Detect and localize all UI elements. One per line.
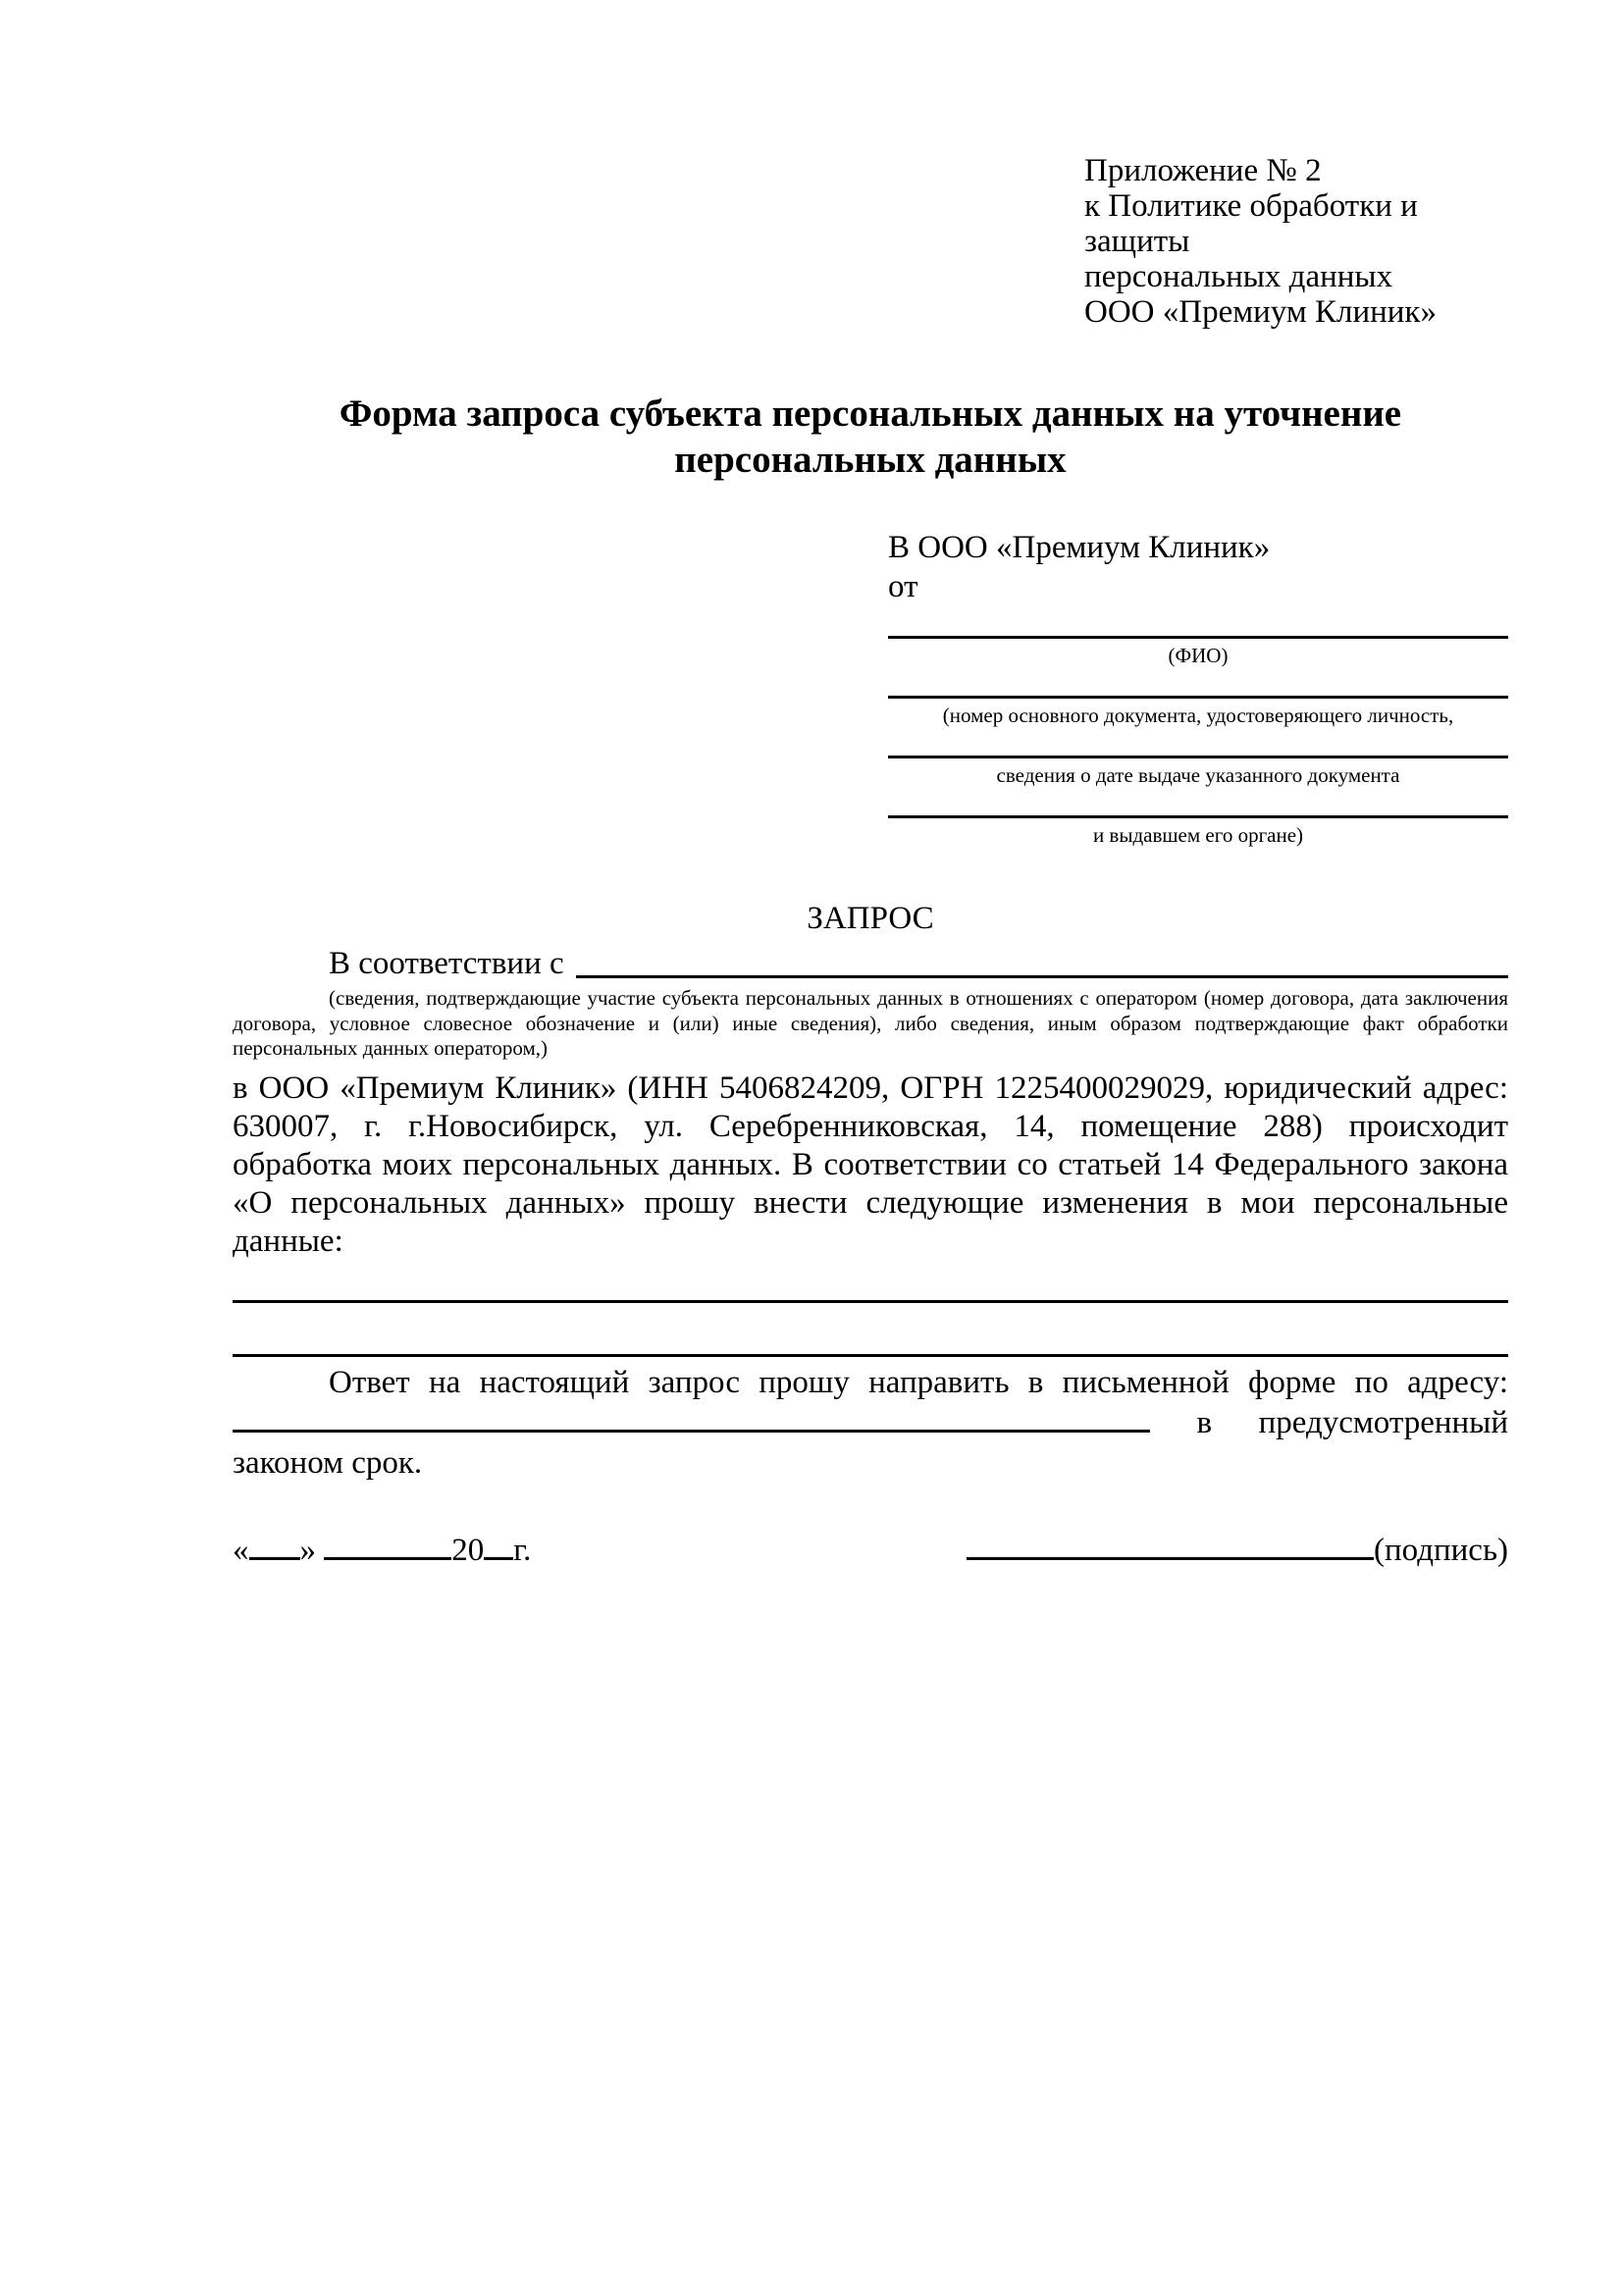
date-line: [233, 1531, 531, 1570]
appendix-line: персональных данных: [1084, 259, 1393, 294]
compliance-line: [233, 944, 1508, 983]
reply-suffix: законом срок.: [233, 1444, 423, 1481]
reply-middle: в предусмотренный: [1196, 1404, 1508, 1440]
day-field-line[interactable]: [249, 1554, 300, 1560]
issue-date-field-line[interactable]: [888, 756, 1508, 758]
document-number-field: [888, 696, 1508, 728]
addressee-block: [888, 528, 1508, 848]
year-suffix: г.: [513, 1532, 532, 1568]
compliance-field-line[interactable]: [576, 975, 1508, 978]
year-field-line[interactable]: [484, 1554, 513, 1560]
document-number-caption: (номер основного документа, удостоверяющего личность,: [942, 704, 1454, 727]
issue-date-field: [888, 756, 1508, 788]
quote-open: «: [233, 1532, 249, 1568]
request-heading: ЗАПРОС: [807, 901, 934, 936]
changes-field-line-1[interactable]: [233, 1261, 1508, 1303]
issuing-authority-field-line[interactable]: [888, 815, 1508, 818]
changes-field-line-2[interactable]: [233, 1303, 1508, 1357]
fine-print: (сведения, подтверждающие участие субъекта персональных данных в отношениях с оператором (номер договора, дата заключения договора, условное словесное обозначение и (или) иные сведения), либо сведения, иным образом подтверждающие факт обработки персональных данных оператором,): [233, 986, 1508, 1060]
addressee-from-label: от: [888, 569, 918, 604]
addressee-to: В ООО «Премиум Клиник»: [888, 530, 1271, 565]
date-signature-row: [233, 1531, 1508, 1570]
year-prefix: 20: [451, 1532, 485, 1568]
quote-close: »: [299, 1532, 316, 1568]
appendix-line: Приложение № 2: [1084, 153, 1322, 188]
fio-field: [888, 636, 1508, 668]
fio-caption: (ФИО): [1168, 644, 1229, 667]
appendix-line: ООО «Премиум Клиник»: [1084, 294, 1437, 330]
form-title: Форма запроса субъекта персональных данных на уточнение персональных данных: [339, 392, 1402, 481]
issue-date-caption: сведения о дате выдаче указанного документа: [996, 763, 1400, 787]
signature-line: [967, 1531, 1508, 1570]
compliance-prefix: В соответствии с: [329, 946, 564, 981]
fio-field-line[interactable]: [888, 636, 1508, 639]
signature-field-line[interactable]: [967, 1554, 1374, 1560]
appendix-header: [1084, 153, 1508, 330]
request-body: в ООО «Премиум Клиник» (ИНН 5406824209, ОГРН 1225400029029, юридический адрес: 630007, г. г.Новосибирск, ул. Серебренниковская, 14, помещение 288) происходит обработка моих персональных данных. В соответствии со статьей 14 Федерального закона «О персональных данных» прошу внести следующие изменения в мои персональные данные:: [233, 1070, 1508, 1259]
reply-paragraph: [233, 1363, 1508, 1484]
address-field-line[interactable]: [233, 1426, 1150, 1433]
signature-caption: (подпись): [1374, 1532, 1508, 1568]
reply-prefix: Ответ на настоящий запрос прошу направить в письменной форме по адресу:: [329, 1364, 1508, 1400]
document-number-field-line[interactable]: [888, 696, 1508, 699]
issuing-authority-field: [888, 815, 1508, 848]
month-field-line[interactable]: [324, 1554, 451, 1560]
appendix-line: к Политике обработки и защиты: [1084, 188, 1418, 259]
issuing-authority-caption: и выдавшем его органе): [1092, 823, 1304, 847]
